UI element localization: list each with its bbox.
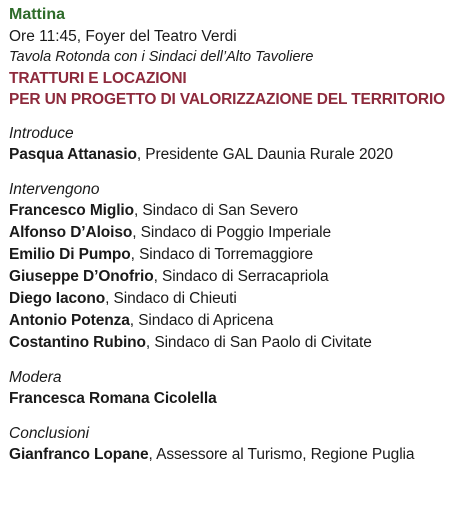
modera-label: Modera	[9, 369, 62, 386]
speaker-line	[9, 332, 443, 354]
speaker-role: , Sindaco di Poggio Imperiale	[132, 224, 331, 241]
time-place: Ore 11:45, Foyer del Teatro Verdi	[9, 28, 237, 45]
speaker-name: Diego Iacono	[9, 290, 106, 307]
speaker-role: , Sindaco di San Severo	[134, 202, 299, 219]
speaker-role: , Sindaco di San Paolo di Civitate	[145, 334, 372, 351]
speaker-line	[9, 388, 443, 410]
intervengono-label: Intervengono	[9, 181, 100, 198]
program-page	[9, 4, 446, 466]
introduce-section	[9, 123, 443, 166]
speaker-line	[9, 244, 443, 266]
speaker-role: , Sindaco di Serracapriola	[153, 268, 329, 285]
event-title-line-2: PER UN PROGETTO DI VALORIZZAZIONE DEL TERRITORIO	[9, 91, 446, 108]
conclusioni-label: Conclusioni	[9, 425, 90, 442]
speaker-name: Francesco Miglio	[9, 202, 135, 219]
session-title: Mattina	[9, 6, 65, 23]
speaker-name: Costantino Rubino	[9, 334, 146, 351]
conclusioni-section	[9, 423, 443, 466]
speaker-name: Francesca Romana Cicolella	[9, 390, 217, 407]
event-title-line-1: TRATTURI E LOCAZIONI	[9, 70, 187, 87]
introduce-label: Introduce	[9, 125, 74, 142]
speaker-name: Gianfranco Lopane	[9, 446, 149, 463]
speaker-role: , Sindaco di Apricena	[129, 312, 274, 329]
round-table-subtitle: Tavola Rotonda con i Sindaci dell’Alto Tavoliere	[9, 49, 314, 65]
speaker-line	[9, 288, 443, 310]
speaker-line	[9, 222, 443, 244]
speaker-line	[9, 310, 443, 332]
speaker-name: Emilio Di Pumpo	[9, 246, 131, 263]
speaker-line	[9, 444, 443, 466]
speaker-role: , Sindaco di Torremaggiore	[130, 246, 314, 263]
speaker-name: Giuseppe D’Onofrio	[9, 268, 154, 285]
speaker-name: Antonio Potenza	[9, 312, 130, 329]
speaker-role: , Assessore al Turismo, Regione Puglia	[148, 446, 415, 463]
speaker-name: Alfonso D’Aloiso	[9, 224, 133, 241]
speaker-role: , Sindaco di Chieuti	[105, 290, 237, 307]
speaker-line	[9, 144, 443, 166]
modera-section	[9, 367, 443, 410]
intervengono-section	[9, 179, 443, 354]
speaker-name: Pasqua Attanasio	[9, 146, 137, 163]
speaker-line	[9, 200, 443, 222]
speaker-role: , Presidente GAL Daunia Rurale 2020	[136, 146, 394, 163]
speaker-line	[9, 266, 443, 288]
